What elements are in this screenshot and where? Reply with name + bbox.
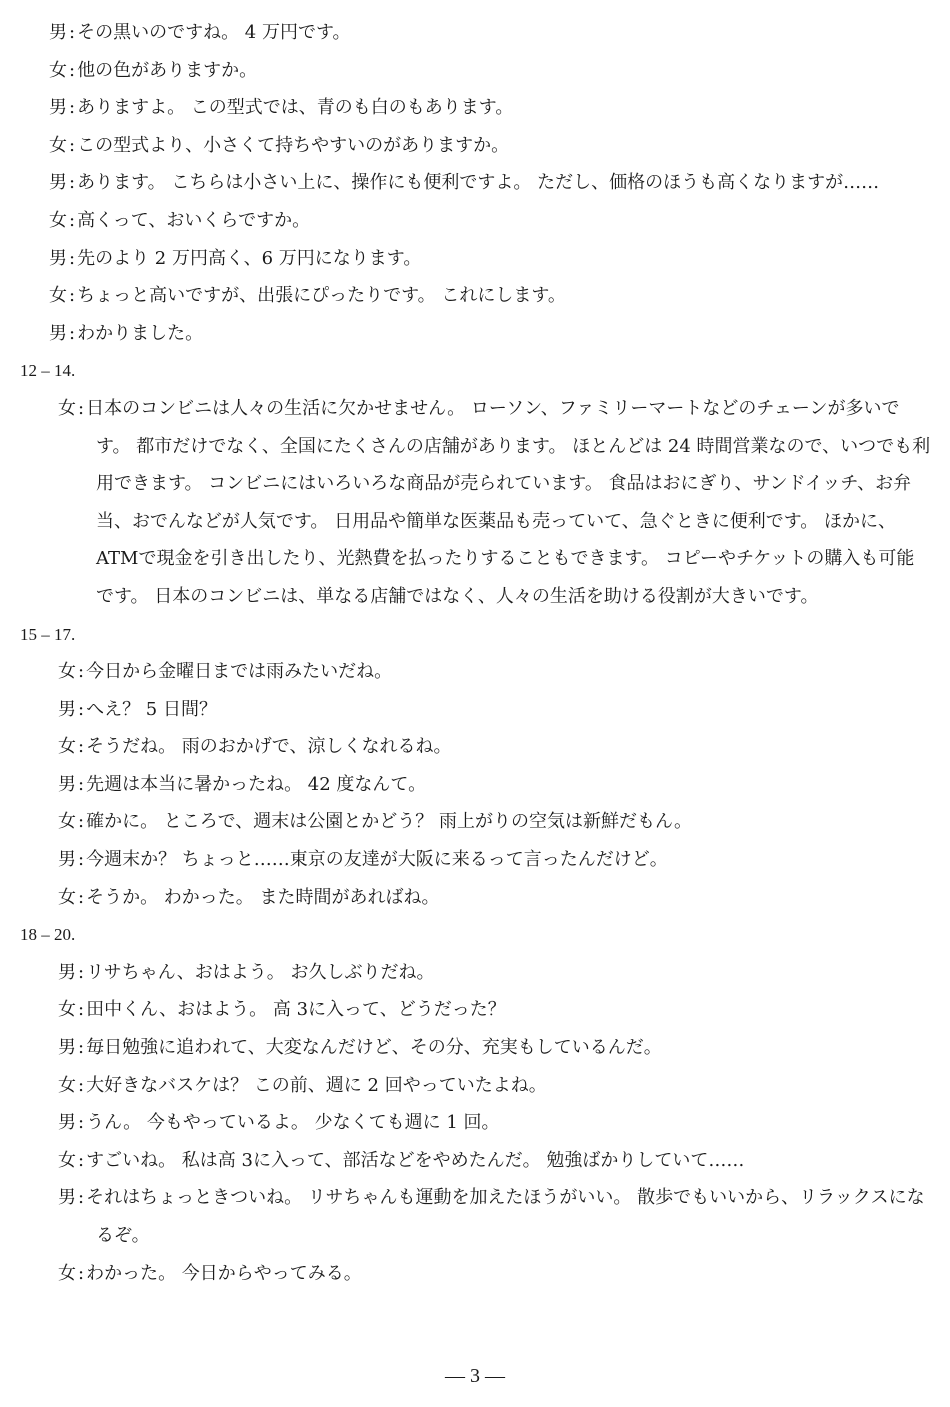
utterance-text: この型式より、小さくて持ちやすいのがありますか。 xyxy=(77,134,510,156)
dialogue-line xyxy=(20,240,932,278)
utterance-text: それはちょっときついね。 リサちゃんも運動を加えたほうがいい。 散歩でもいいから、リラックスになるぞ。 xyxy=(86,1187,925,1246)
utterance-text: わかりました。 xyxy=(77,322,204,344)
speaker-colon: : xyxy=(69,322,76,344)
speaker-colon: : xyxy=(78,736,85,758)
section-number: 18 – 20. xyxy=(20,925,76,945)
utterance-text: 高くって、おいくらですか。 xyxy=(77,209,311,231)
utterance-text: 今日から金曜日までは雨みたいだね。 xyxy=(86,661,393,683)
speaker-label: 女 xyxy=(58,886,76,908)
section-number: 15 – 17. xyxy=(20,624,76,644)
dialogue-line xyxy=(20,728,932,766)
speaker-label: 男 xyxy=(49,322,67,344)
utterance-text: へえ？ 5 日間？ xyxy=(86,698,217,720)
speaker-colon: : xyxy=(78,886,85,908)
utterance-text: 今週末か？ ちょっと……東京の友達が大阪に来るって言ったんだけど。 xyxy=(86,849,668,871)
utterance-text: 他の色がありますか。 xyxy=(77,59,258,81)
speaker-label: 女 xyxy=(58,736,76,758)
speaker-label: 男 xyxy=(58,961,76,983)
speaker-label: 女 xyxy=(49,285,67,307)
utterance-text: 大好きなバスケは？ この前、週に 2 回やっていたよね。 xyxy=(86,1074,547,1096)
dialogue-line xyxy=(20,1067,932,1105)
speaker-colon: : xyxy=(78,1187,85,1209)
dialogue-line xyxy=(20,1142,932,1180)
dialogue-line xyxy=(20,766,932,804)
speaker-colon: : xyxy=(78,811,85,833)
speaker-label: 女 xyxy=(58,397,76,419)
dialogue-line xyxy=(20,1104,932,1142)
speaker-colon: : xyxy=(78,773,85,795)
speaker-label: 女 xyxy=(49,209,67,231)
utterance-text: ちょっと高いですが、出張にぴったりです。 これにします。 xyxy=(77,285,566,307)
speaker-label: 女 xyxy=(58,1149,76,1171)
page-number: — 3 — xyxy=(445,1365,505,1387)
speaker-label: 男 xyxy=(58,773,76,795)
utterance-text: 確かに。 ところで、週末は公園とかどう？ 雨上がりの空気は新鮮だもん。 xyxy=(86,811,693,833)
dialogue-line xyxy=(20,803,932,841)
utterance-text: 日本のコンビニは人々の生活に欠かせません。 ローソン、ファミリーマートなどのチェーンが多いです。 都市だけでなく、全国にたくさんの店舗があります。 ほとんどは 24 時間営業なので、いつでも利用できます。 コンビニにはいろいろな商品が売られています。 食品はおにぎり、サンドイッチ、お弁当、おでんなどが人気です。 日用品や簡単な医薬品も売っていて、急ぐときに便利です。 ほかに、ATMで現金を引き出したり、光熱費を払ったりすることもできます。 コピーやチケットの購入も可能です。 日本のコンビニは、単なる店舗ではなく、人々の生活を助ける役割が大きいです。 xyxy=(86,397,931,607)
dialogue-line xyxy=(20,653,932,691)
speaker-colon: : xyxy=(69,285,76,307)
speaker-label: 男 xyxy=(58,698,76,720)
utterance-text: 先のより 2 万円高く、6 万円になります。 xyxy=(77,247,422,269)
speaker-label: 女 xyxy=(49,134,67,156)
speaker-colon: : xyxy=(69,134,76,156)
speaker-colon: : xyxy=(69,209,76,231)
speaker-colon: : xyxy=(69,247,76,269)
speaker-colon: : xyxy=(69,22,76,43)
dialogue-line xyxy=(20,315,932,353)
speaker-colon: : xyxy=(78,1074,85,1096)
dialogue-line xyxy=(20,277,932,315)
speaker-label: 男 xyxy=(58,1037,76,1059)
utterance-text: そうか。 わかった。 また時間があればね。 xyxy=(86,886,440,908)
dialogue-section xyxy=(20,916,932,1292)
dialogue-line xyxy=(20,390,932,616)
dialogue-line xyxy=(20,1029,932,1067)
dialogue-line xyxy=(20,954,932,992)
dialogue-section xyxy=(20,616,932,917)
utterance-text: わかった。 今日からやってみる。 xyxy=(86,1262,362,1284)
speaker-label: 男 xyxy=(49,97,67,119)
dialogue-section xyxy=(20,14,932,352)
speaker-label: 女 xyxy=(58,1074,76,1096)
utterance-text: すごいね。 私は高 3に入って、部活などをやめたんだ。 勉強ばかりしていて…… xyxy=(86,1149,745,1171)
speaker-label: 男 xyxy=(58,849,76,871)
dialogue-line xyxy=(20,879,932,917)
utterance-text: あります。 こちらは小さい上に、操作にも便利ですよ。 ただし、価格のほうも高くなりますが…… xyxy=(77,172,880,194)
dialogue-line xyxy=(20,164,932,202)
section-number: 12 – 14. xyxy=(20,361,76,381)
speaker-label: 男 xyxy=(58,1187,76,1209)
utterance-text: 先週は本当に暑かったね。 42 度なんて。 xyxy=(86,773,427,795)
dialogue-line xyxy=(20,841,932,879)
dialogue-line xyxy=(20,14,932,52)
speaker-colon: : xyxy=(78,397,85,419)
speaker-colon: : xyxy=(69,172,76,194)
speaker-label: 女 xyxy=(58,811,76,833)
dialogue-line xyxy=(20,1255,932,1293)
speaker-colon: : xyxy=(69,59,76,81)
speaker-colon: : xyxy=(78,961,85,983)
utterance-text: リサちゃん、おはよう。 お久しぶりだね。 xyxy=(86,961,435,983)
speaker-colon: : xyxy=(69,97,76,119)
speaker-colon: : xyxy=(78,999,85,1021)
speaker-colon: : xyxy=(78,698,85,720)
speaker-colon: : xyxy=(78,1112,85,1134)
dialogue-line xyxy=(20,89,932,127)
dialogue-line xyxy=(20,1179,932,1254)
speaker-colon: : xyxy=(78,661,85,683)
dialogue-line xyxy=(20,127,932,165)
utterance-text: ありますよ。 この型式では、青のも白のもあります。 xyxy=(77,97,514,119)
speaker-colon: : xyxy=(78,1037,85,1059)
dialogue-line xyxy=(20,202,932,240)
speaker-label: 女 xyxy=(58,999,76,1021)
dialogue-line xyxy=(20,691,932,729)
utterance-text: うん。 今もやっているよ。 少なくても週に 1 回。 xyxy=(86,1112,500,1134)
dialogue-line xyxy=(20,52,932,90)
speaker-label: 男 xyxy=(49,172,67,194)
transcript xyxy=(20,14,932,1292)
utterance-text: 田中くん、おはよう。 高 3に入って、どうだった？ xyxy=(86,999,506,1021)
speaker-label: 男 xyxy=(49,22,67,43)
utterance-text: 毎日勉強に追われて、大変なんだけど、その分、充実もしているんだ。 xyxy=(86,1037,662,1059)
speaker-label: 男 xyxy=(49,247,67,269)
speaker-colon: : xyxy=(78,1262,85,1284)
speaker-colon: : xyxy=(78,1149,85,1171)
dialogue-section xyxy=(20,352,932,615)
speaker-label: 女 xyxy=(58,661,76,683)
speaker-label: 女 xyxy=(58,1262,76,1284)
speaker-label: 女 xyxy=(49,59,67,81)
utterance-text: そうだね。 雨のおかげで、涼しくなれるね。 xyxy=(86,736,452,758)
dialogue-line xyxy=(20,991,932,1029)
speaker-colon: : xyxy=(78,849,85,871)
speaker-label: 男 xyxy=(58,1112,76,1134)
utterance-text: その黒いのですね。 4 万円です。 xyxy=(77,22,351,43)
